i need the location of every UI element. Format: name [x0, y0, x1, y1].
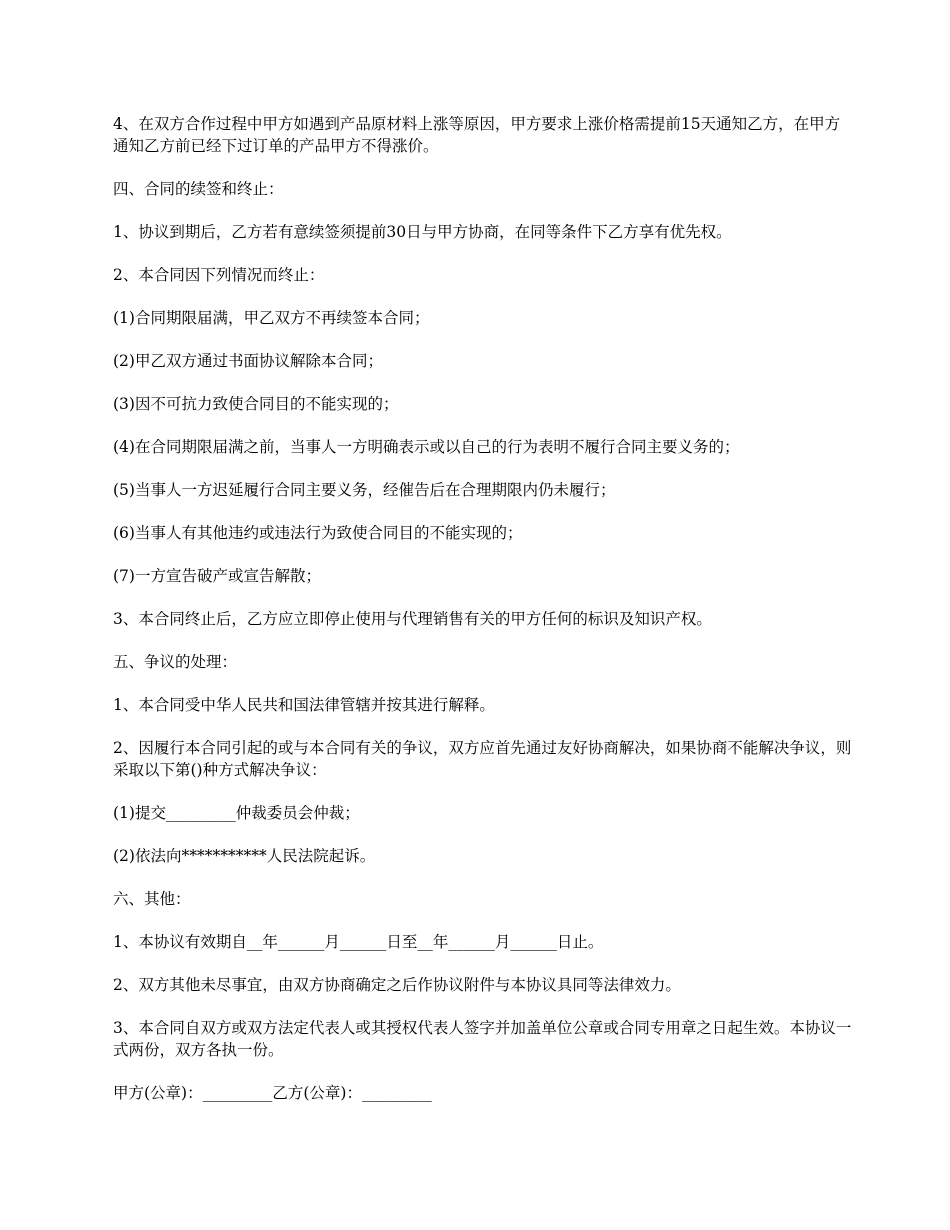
dispute-option-arbitration: (1)提交_________仲裁委员会仲裁； [113, 804, 360, 822]
section-heading-dispute: 五、争议的处理： [113, 653, 238, 671]
section-heading-renewal-termination: 四、合同的续签和终止： [113, 180, 284, 198]
termination-item-7: (7)一方宣告破产或宣告解散； [113, 567, 321, 585]
document-body [113, 113, 853, 1125]
clause-post-termination: 3、本合同终止后，乙方应立即停止使用与代理销售有关的甲方任何的标识及知识产权。 [113, 610, 712, 628]
termination-item-1: (1)合同期限届满，甲乙双方不再续签本合同； [113, 309, 430, 327]
termination-item-2: (2)甲乙双方通过书面协议解除本合同； [113, 352, 383, 370]
termination-item-3: (3)因不可抗力致使合同目的不能实现的； [113, 395, 399, 413]
section-heading-other: 六、其他： [113, 890, 191, 908]
clause-dispute-resolution: 2、因履行本合同引起的或与本合同有关的争议，双方应首先通过友好协商解决，如果协商不能解决争议，则采取以下第()种方式解决争议： [113, 739, 852, 779]
clause-validity-period: 1、本协议有效期自__年______月______日至__年______月______日止。 [113, 933, 604, 951]
termination-item-5: (5)当事人一方迟延履行合同主要义务，经催告后在合理期限内仍未履行； [113, 481, 616, 499]
termination-item-4: (4)在合同期限届满之前，当事人一方明确表示或以自己的行为表明不履行合同主要义务的； [113, 438, 740, 456]
clause-renewal: 1、协议到期后，乙方若有意续签须提前30日与甲方协商，在同等条件下乙方享有优先权。 [113, 223, 732, 241]
clause-termination-conditions: 2、本合同因下列情况而终止： [113, 266, 325, 284]
clause-supplementary: 2、双方其他未尽事宜，由双方协商确定之后作协议附件与本协议具同等法律效力。 [113, 976, 681, 994]
signature-line: 甲方(公章)：_________乙方(公章)：_________ [113, 1084, 432, 1102]
dispute-option-court: (2)依法向***********人民法院起诉。 [113, 847, 376, 865]
clause-governing-law: 1、本合同受中华人民共和国法律管辖并按其进行解释。 [113, 696, 495, 714]
clause-price-increase-notice: 4、在双方合作过程中甲方如遇到产品原材料上涨等原因，甲方要求上涨价格需提前15天通知乙方，在甲方通知乙方前已经下过订单的产品甲方不得涨价。 [113, 115, 841, 155]
termination-item-6: (6)当事人有其他违约或违法行为致使合同目的不能实现的； [113, 524, 523, 542]
clause-effectiveness: 3、本合同自双方或双方法定代表人或其授权代表人签字并加盖单位公章或合同专用章之日起生效。本协议一式两份，双方各执一份。 [113, 1019, 852, 1059]
